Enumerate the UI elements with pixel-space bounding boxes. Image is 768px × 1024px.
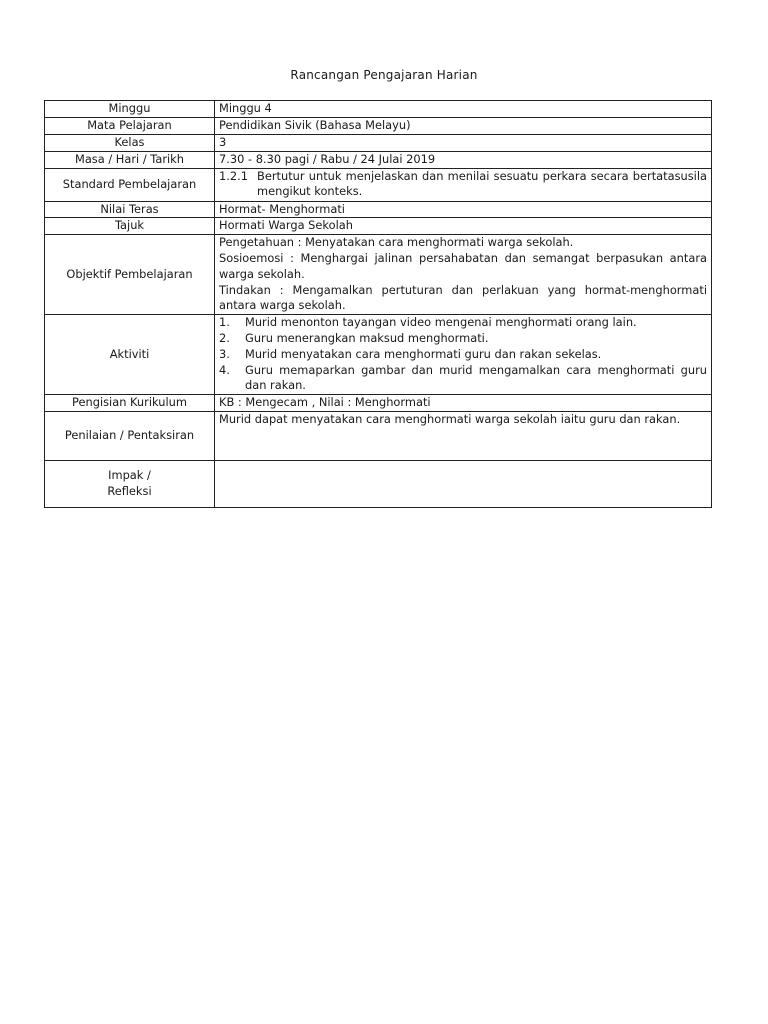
row-value-minggu: Minggu 4 xyxy=(215,101,712,118)
aktiviti-number: 2. xyxy=(219,330,230,345)
objektif-item: Tindakan : Mengamalkan pertuturan dan perlakuan yang hormat-menghormati antara warga sekolah. xyxy=(219,282,707,313)
table-row xyxy=(45,151,712,168)
aktiviti-item xyxy=(219,315,707,331)
row-label-kelas: Kelas xyxy=(45,135,215,152)
table-row xyxy=(45,460,712,507)
table-row xyxy=(45,395,712,412)
row-value-impak xyxy=(215,460,712,507)
aktiviti-number: 4. xyxy=(219,362,230,377)
table-row xyxy=(45,218,712,235)
row-label-nilai-teras: Nilai Teras xyxy=(45,201,215,218)
row-label-impak xyxy=(45,460,215,507)
row-value-masa: 7.30 - 8.30 pagi / Rabu / 24 Julai 2019 xyxy=(215,151,712,168)
page-title: Rancangan Pengajaran Harian xyxy=(290,68,478,82)
row-value-standard xyxy=(215,168,712,201)
row-label-mata-pelajaran: Mata Pelajaran xyxy=(45,118,215,135)
row-value-kelas: 3 xyxy=(215,135,712,152)
aktiviti-text: Murid menonton tayangan video mengenai menghormati orang lain. xyxy=(245,315,637,330)
row-value-aktiviti xyxy=(215,315,712,395)
table-row xyxy=(45,235,712,315)
row-label-masa: Masa / Hari / Tarikh xyxy=(45,151,215,168)
standard-text: Bertutur untuk menjelaskan dan menilai sesuatu perkara secara bertatasusila mengikut konteks. xyxy=(257,168,707,199)
table-row xyxy=(45,411,712,460)
row-value-pengisian: KB : Mengecam , Nilai : Menghormati xyxy=(215,395,712,412)
aktiviti-text: Murid menyatakan cara menghormati guru dan rakan sekelas. xyxy=(245,346,602,361)
row-label-tajuk: Tajuk xyxy=(45,218,215,235)
impak-label-line2: Refleksi xyxy=(107,483,152,498)
row-value-mata-pelajaran: Pendidikan Sivik (Bahasa Melayu) xyxy=(215,118,712,135)
row-label-pengisian: Pengisian Kurikulum xyxy=(45,395,215,412)
aktiviti-text: Guru menerangkan maksud menghormati. xyxy=(245,330,489,345)
row-label-aktiviti: Aktiviti xyxy=(45,315,215,395)
row-value-objektif xyxy=(215,235,712,315)
aktiviti-number: 1. xyxy=(219,315,230,330)
objektif-item: Pengetahuan : Menyatakan cara menghormati warga sekolah. xyxy=(219,235,574,250)
table-row xyxy=(45,101,712,118)
aktiviti-text: Guru memaparkan gambar dan murid mengamalkan cara menghormati guru dan rakan. xyxy=(245,362,707,393)
aktiviti-number: 3. xyxy=(219,346,230,361)
aktiviti-item xyxy=(219,331,707,347)
row-value-penilaian: Murid dapat menyatakan cara menghormati warga sekolah iaitu guru dan rakan. xyxy=(215,411,712,460)
table-row xyxy=(45,201,712,218)
aktiviti-item xyxy=(219,363,707,395)
table-row xyxy=(45,315,712,395)
table-row xyxy=(45,118,712,135)
table-row xyxy=(45,135,712,152)
impak-label-line1: Impak / xyxy=(108,468,151,483)
standard-item xyxy=(219,169,707,201)
row-label-penilaian: Penilaian / Pentaksiran xyxy=(45,411,215,460)
standard-code: 1.2.1 xyxy=(219,168,248,183)
objektif-item: Sosioemosi : Menghargai jalinan persahabatan dan semangat berpasukan antara warga sekolah. xyxy=(219,250,707,281)
row-value-tajuk: Hormati Warga Sekolah xyxy=(215,218,712,235)
row-label-minggu: Minggu xyxy=(45,101,215,118)
row-label-objektif: Objektif Pembelajaran xyxy=(45,235,215,315)
row-value-nilai-teras: Hormat- Menghormati xyxy=(215,201,712,218)
aktiviti-item xyxy=(219,347,707,363)
lesson-plan-table xyxy=(44,100,712,508)
row-label-standard: Standard Pembelajaran xyxy=(45,168,215,201)
table-row xyxy=(45,168,712,201)
